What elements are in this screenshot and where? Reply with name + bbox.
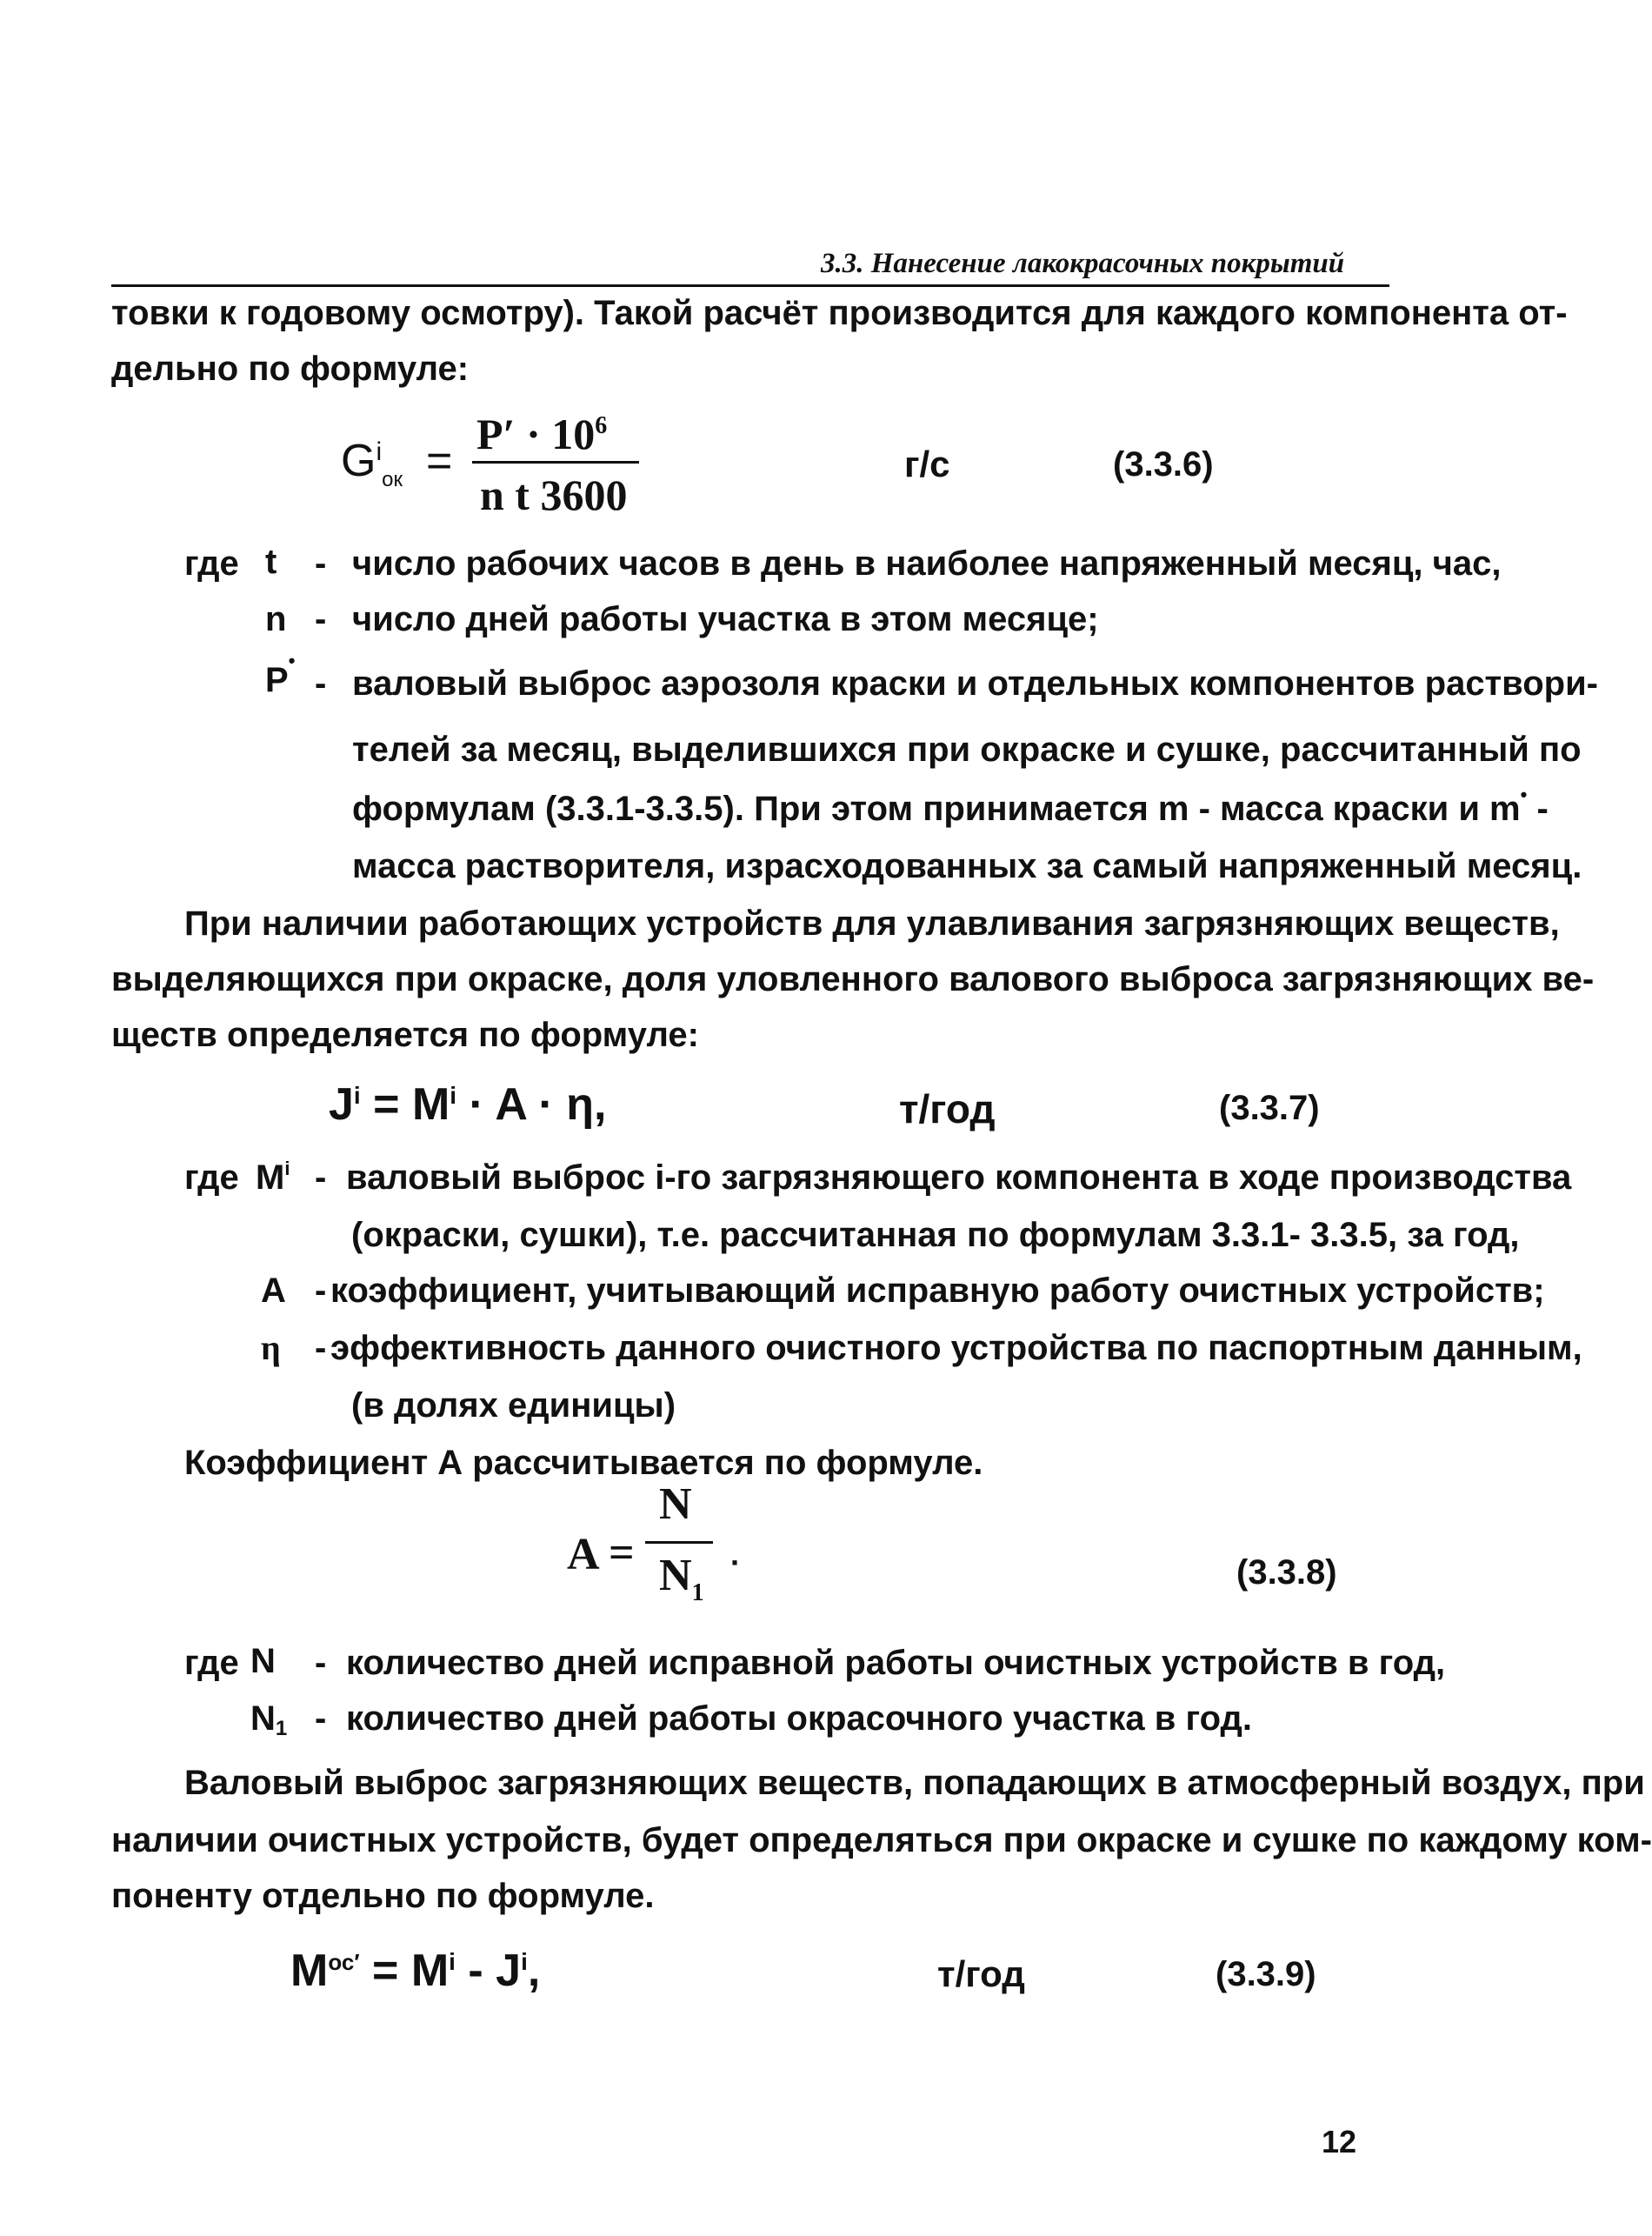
def-dash: - (315, 1644, 327, 1682)
def-text: телей за месяц, выделившихся при окраске и сушке, рассчитанный по (352, 731, 1582, 769)
formula-lhs: $G^i_{ок}$ (341, 436, 403, 491)
formula-number: (3.3.9) (1216, 1955, 1316, 1993)
formula-unit: т/год (937, 1953, 1025, 1994)
def-text: коэффициент, учитывающий исправную работу очистных устройств; (330, 1272, 1545, 1310)
def-text: (в долях единицы) (351, 1386, 676, 1425)
def-text: валовый выброс аэрозоля краски и отдельных компонентов раствори- (352, 664, 1598, 703)
para1-line-2: выделяющихся при окраске, доля уловленного валового выброса загрязняющих ве- (111, 960, 1595, 998)
para2-line-2: наличии очистных устройств, будет определяться при окраске и сушке по каждому ком- (111, 1821, 1652, 1859)
formula-number: (3.3.8) (1236, 1553, 1337, 1592)
def-symbol: n (265, 600, 287, 638)
formula-denominator: n t 3600 (480, 471, 628, 519)
def-text: число рабочих часов в день в наиболее напряженный месяц, час, (352, 544, 1502, 583)
formula-dot: · (730, 1545, 741, 1580)
def-symbol: N (250, 1642, 276, 1680)
formula-eq: = (609, 1528, 635, 1578)
def-lead: где (184, 544, 239, 583)
def-dash: - (315, 600, 327, 638)
para1-line-3: ществ определяется по формуле: (111, 1016, 699, 1054)
def-symbol: $M^i$ (256, 1158, 290, 1197)
def-text: (окраски, сушки), т.е. рассчитанная по формулам 3.3.1- 3.3.5, за год, (351, 1216, 1520, 1254)
coef-intro: Коэффициент А рассчитывается по формуле. (184, 1444, 983, 1482)
def-text: число дней работы участка в этом месяце; (352, 600, 1099, 638)
def-dash: - (315, 664, 327, 703)
formula-numerator: $P' \cdot 10^6$ (476, 410, 608, 458)
def-text: формулам (3.3.1-3.3.5). При этом принимается m - масса краски и m• - (352, 784, 1549, 828)
formula-expression: $J^i = M^i \cdot A \cdot \eta$, (329, 1079, 607, 1130)
page-number: 12 (1322, 2124, 1357, 2159)
def-symbol: N1 (250, 1699, 288, 1740)
running-header: 3.3. Нанесение лакокрасочных покрытий (821, 248, 1345, 279)
para1-line-1: При наличии работающих устройств для улавливания загрязняющих веществ, (184, 904, 1560, 943)
fraction-line (645, 1541, 713, 1544)
fraction-line (472, 461, 639, 464)
header-rule (111, 284, 1389, 287)
formula-unit: г/с (904, 444, 950, 484)
intro-line-2: дельно по формуле: (111, 350, 470, 388)
def-text: эффективность данного очистного устройства по паспортным данным, (330, 1329, 1582, 1367)
def-lead: где (184, 1644, 239, 1682)
para2-line-1: Валовый выброс загрязняющих веществ, попадающих в атмосферный воздух, при (184, 1764, 1645, 1802)
formula-denominator: $N_1$ (659, 1551, 704, 1606)
formula-number: (3.3.6) (1113, 445, 1214, 484)
def-symbol: t (265, 543, 277, 581)
def-dash: - (315, 1329, 327, 1367)
def-text: масса растворителя, израсходованных за самый напряженный месяц. (352, 847, 1582, 885)
def-text: валовый выброс i-го загрязняющего компонента в ходе производства (346, 1158, 1572, 1197)
def-dash: - (315, 1272, 327, 1310)
formula-numerator: N (659, 1479, 692, 1529)
def-symbol: P• (265, 650, 296, 699)
def-dash: - (315, 544, 327, 583)
def-text: количество дней исправной работы очистных устройств в год, (346, 1644, 1446, 1682)
para2-line-3: поненту отдельно по формуле. (111, 1877, 655, 1915)
def-symbol: η (261, 1328, 281, 1367)
formula-lhs: A (567, 1530, 600, 1579)
formula-eq: = (426, 436, 453, 486)
formula-expression: $M^{ос'} = M^i - J^i$, (290, 1946, 541, 1996)
formula-number: (3.3.7) (1219, 1089, 1320, 1127)
def-symbol: A (261, 1272, 286, 1310)
def-text: количество дней работы окрасочного участка в год. (346, 1699, 1252, 1738)
formula-unit: т/год (899, 1086, 996, 1131)
def-dash: - (315, 1158, 327, 1197)
def-dash: - (315, 1699, 327, 1738)
intro-line-1: товки к годовому осмотру). Такой расчёт производится для каждого компонента от- (111, 294, 1568, 332)
def-lead: где (184, 1158, 239, 1197)
